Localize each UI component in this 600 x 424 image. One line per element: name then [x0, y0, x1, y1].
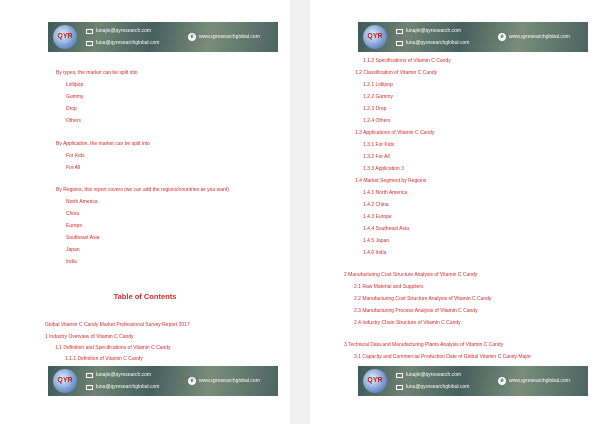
- toc-entry[interactable]: 1.1 Definition and Specifications of Vitamin C Candy: [55, 345, 171, 351]
- globe-icon: e: [188, 33, 196, 41]
- contact-emails: [86, 369, 159, 393]
- report-title-entry[interactable]: Global Vitamin C Candy Market Professional Survey Report 2017: [45, 322, 190, 328]
- email-2[interactable]: luna@qyresearchglobal.com: [406, 384, 470, 390]
- toc-entry[interactable]: 1.4.6 India: [363, 250, 387, 256]
- toc-entry[interactable]: 2 Manufacturing Cost Structure Analysis of Vitamin C Candy: [344, 272, 478, 278]
- company-logo: QYR: [53, 369, 77, 393]
- toc-entry[interactable]: 1.3.2 For All: [363, 154, 390, 160]
- type-item: Gummy: [66, 94, 84, 100]
- company-logo: QYR: [53, 25, 77, 49]
- toc-entry[interactable]: 1 Industry Overview of Vitamin C Candy: [45, 334, 134, 340]
- mail-icon: [396, 385, 403, 390]
- toc-entry[interactable]: 2.1 Raw Material and Suppliers: [354, 284, 424, 290]
- region-item: India: [66, 259, 77, 265]
- toc-heading: Table of Contents: [113, 292, 177, 301]
- toc-entry[interactable]: 1.4.3 Europe: [363, 214, 392, 220]
- type-item: Others: [66, 118, 82, 124]
- email-2[interactable]: luna@qyresearchglobal.com: [406, 40, 470, 46]
- website-link[interactable]: www.qyresearchglobal.com: [509, 378, 570, 384]
- globe-icon: e: [498, 33, 506, 41]
- contact-emails: [396, 25, 469, 49]
- header-banner: [48, 22, 278, 52]
- toc-entry[interactable]: 2.4 Industry Chain Structure of Vitamin C Candy: [354, 320, 461, 326]
- website: [498, 377, 570, 385]
- toc-entry[interactable]: 1.2 Classification of Vitamin C Candy: [355, 70, 438, 76]
- regions-intro: By Regions, this report covers (we can add the regions/countries as you want): [56, 187, 229, 193]
- region-item: China: [66, 211, 80, 217]
- website-link[interactable]: www.qyresearchglobal.com: [199, 34, 260, 40]
- document-page-left: [0, 0, 290, 424]
- website: [498, 33, 570, 41]
- email-1[interactable]: lunajin@qyresearch.com: [96, 372, 152, 378]
- globe-icon: e: [498, 377, 506, 385]
- application-intro: By Application, the market can be split into: [56, 141, 150, 147]
- application-item: For Kids: [66, 153, 85, 159]
- email-1[interactable]: lunajin@qyresearch.com: [96, 28, 152, 34]
- mail-icon: [396, 29, 403, 34]
- document-page-right: [310, 0, 600, 424]
- type-item: Drop: [66, 106, 77, 112]
- website: [188, 33, 260, 41]
- mail-icon: [86, 385, 93, 390]
- mail-icon: [396, 41, 403, 46]
- globe-icon: e: [188, 377, 196, 385]
- mail-icon: [86, 41, 93, 46]
- application-item: For All: [66, 165, 81, 171]
- region-item: Europe: [66, 223, 83, 229]
- toc-entry[interactable]: 1.3.1 For Kids: [363, 142, 395, 148]
- footer-banner: [48, 366, 278, 396]
- toc-entry[interactable]: 1.3 Applications of Vitamin C Candy: [355, 130, 435, 136]
- mail-icon: [396, 373, 403, 378]
- region-item: North America: [66, 199, 98, 205]
- company-logo: QYR: [363, 25, 387, 49]
- toc-entry[interactable]: 1.2.4 Others: [363, 118, 391, 124]
- company-logo: QYR: [363, 369, 387, 393]
- website-link[interactable]: www.qyresearchglobal.com: [199, 378, 260, 384]
- toc-entry[interactable]: 1.2.3 Drop: [363, 106, 387, 112]
- toc-entry[interactable]: 1.4 Market Segment by Regions: [355, 178, 427, 184]
- contact-emails: [396, 369, 469, 393]
- types-intro: By types, the market can be split into: [56, 70, 138, 76]
- type-item: Lollipop: [66, 82, 84, 88]
- toc-entry[interactable]: 1.4.5 Japan: [363, 238, 390, 244]
- email-2[interactable]: luna@qyresearchglobal.com: [96, 40, 160, 46]
- toc-entry[interactable]: 1.3.3 Application 3: [363, 166, 404, 172]
- email-1[interactable]: lunajin@qyresearch.com: [406, 28, 462, 34]
- toc-entry[interactable]: 1.1.2 Specifications of Vitamin C Candy: [363, 58, 451, 64]
- toc-entry[interactable]: 1.4.2 China: [363, 202, 389, 208]
- header-banner: [358, 22, 588, 52]
- email-1[interactable]: lunajin@qyresearch.com: [406, 372, 462, 378]
- toc-entry[interactable]: 1.4.1 North America: [363, 190, 408, 196]
- toc-entry[interactable]: 2.2 Manufacturing Cost Structure Analysis of Vitamin C Candy: [354, 296, 492, 302]
- toc-entry[interactable]: 1.4.4 Southeast Asia: [363, 226, 409, 232]
- toc-entry[interactable]: 1.2.2 Gummy: [363, 94, 394, 100]
- email-2[interactable]: luna@qyresearchglobal.com: [96, 384, 160, 390]
- region-item: Japan: [66, 247, 80, 253]
- toc-entry[interactable]: 1.1.1 Definition of Vitamin C Candy: [65, 356, 143, 362]
- website-link[interactable]: www.qyresearchglobal.com: [509, 34, 570, 40]
- toc-entry[interactable]: 3.1 Capacity and Commercial Production Date of Global Vitamin C Candy Major: [354, 354, 531, 360]
- mail-icon: [86, 373, 93, 378]
- website: [188, 377, 260, 385]
- mail-icon: [86, 29, 93, 34]
- region-item: Southeast Asia: [66, 235, 100, 241]
- footer-banner: [358, 366, 588, 396]
- toc-entry[interactable]: 3 Technical Data and Manufacturing Plants Analysis of Vitamin C Candy: [344, 342, 504, 348]
- toc-entry[interactable]: 2.3 Manufacturing Process Analysis of Vitamin C Candy: [354, 308, 478, 314]
- contact-emails: [86, 25, 159, 49]
- toc-entry[interactable]: 1.2.1 Lollipop: [363, 82, 393, 88]
